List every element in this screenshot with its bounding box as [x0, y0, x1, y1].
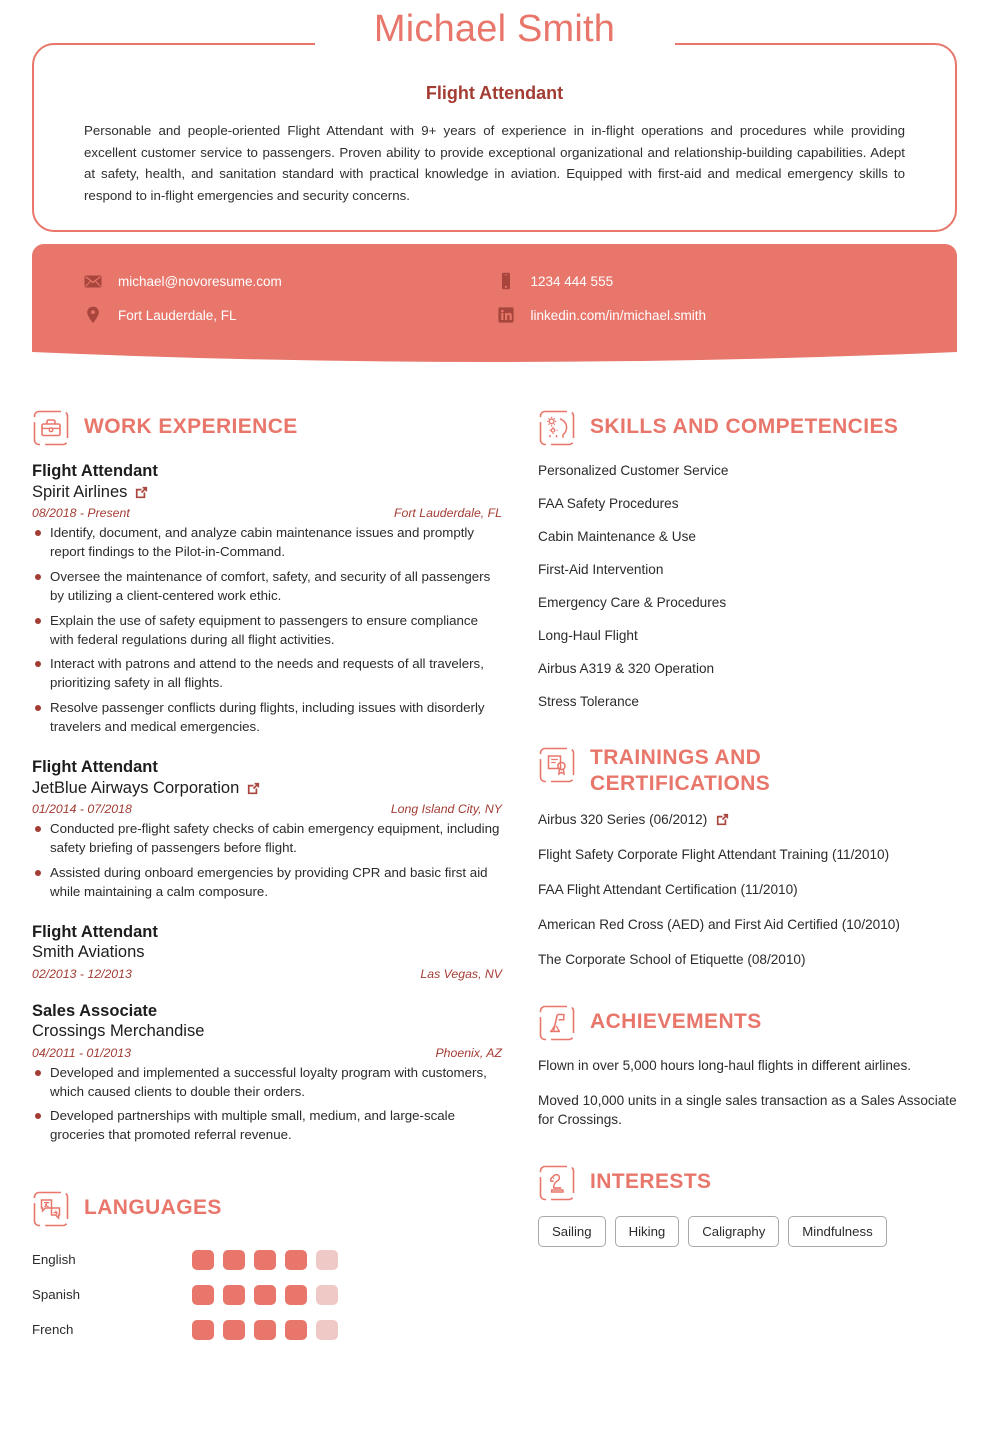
skill-item: FAA Safety Procedures [538, 496, 679, 512]
phone-icon [495, 270, 517, 292]
level-square [192, 1250, 214, 1270]
language-name: Spanish [32, 1287, 81, 1303]
section-trainings-header [538, 745, 957, 795]
translate-icon [32, 1190, 70, 1228]
section-title: LANGUAGES [84, 1196, 222, 1220]
page-title: Michael Smith [373, 8, 616, 50]
job-company [32, 942, 502, 963]
section-title: ACHIEVEMENTS [590, 1009, 762, 1033]
skills-list [538, 461, 957, 711]
section-interests-header [538, 1163, 957, 1202]
achievement-item: Moved 10,000 units in a single sales transaction as a Sales Associate for Crossings. [538, 1092, 957, 1127]
skill-item: Personalized Customer Service [538, 463, 729, 479]
section-title [590, 745, 770, 795]
external-link-icon[interactable] [134, 485, 149, 500]
flag-icon [538, 1004, 576, 1042]
language-level-meter [192, 1250, 338, 1270]
section-title: WORK EXPERIENCE [84, 415, 298, 439]
job-entry [32, 461, 502, 737]
level-square [254, 1320, 276, 1340]
job-meta [32, 1046, 502, 1060]
section-title: SKILLS AND COMPETENCIES [590, 415, 899, 439]
level-square [192, 1320, 214, 1340]
chess-knight-icon [538, 1164, 576, 1202]
job-entry [32, 757, 502, 902]
language-row [32, 1242, 502, 1277]
envelope-icon [82, 270, 104, 292]
level-square [223, 1285, 245, 1305]
contact-column-right [495, 264, 908, 332]
language-level-meter [192, 1320, 338, 1340]
contact-bar [32, 244, 957, 346]
job-company-name: Smith Aviations [32, 943, 145, 962]
section-title: INTERESTS [590, 1170, 712, 1193]
certificate-icon [538, 746, 576, 784]
job-dates: 08/2018 - Present [32, 506, 130, 521]
trainings-list [538, 810, 957, 969]
skill-item: Stress Tolerance [538, 694, 639, 710]
map-pin-icon [82, 304, 104, 326]
language-row [32, 1277, 502, 1312]
job-company [32, 778, 502, 799]
job-entry [32, 1001, 502, 1146]
job-meta [32, 967, 502, 981]
job-meta [32, 506, 502, 520]
job-location: Phoenix, AZ [435, 1045, 502, 1060]
interests-tag-list [538, 1216, 957, 1247]
job-dates: 02/2013 - 12/2013 [32, 966, 132, 981]
job-bullet: Developed partnerships with multiple small, medium, and large-scale groceries that promoted referral revenue. [32, 1107, 502, 1145]
job-bullet: Developed and implemented a successful loyalty program with customers, which caused clients to double their orders. [32, 1064, 502, 1102]
section-title-line1: TRAININGS AND [590, 746, 762, 770]
job-bullet: Identify, document, and analyze cabin maintenance issues and promptly report findings to the Pilot-in-Command. [32, 524, 502, 562]
achievement-item: Flown in over 5,000 hours long-haul flights in different airlines. [538, 1057, 912, 1073]
job-role: Flight Attendant [32, 757, 158, 776]
header-summary: Personable and people-oriented Flight Attendant with 9+ years of experience in in-flight operations and procedures while providing excellent customer service to passengers. Proven ability to provide exceptional organizational and relationship-building capabilities. Adept at safety, health, and sanitation standard with practical knowledge in aviation. Equipped with first-aid and medical emergency skills to respond to in-flight emergencies and security concerns. [84, 123, 905, 203]
training-item: American Red Cross (AED) and First Aid Certified (10/2010) [538, 916, 900, 932]
header-job-title: Flight Attendant [425, 83, 564, 103]
level-square [285, 1285, 307, 1305]
level-square [316, 1285, 338, 1305]
header-outline-box [32, 8, 957, 232]
language-name: French [32, 1322, 74, 1338]
briefcase-icon [32, 409, 70, 447]
level-square [192, 1285, 214, 1305]
achievements-list [538, 1056, 957, 1129]
job-dates: 04/2011 - 01/2013 [32, 1045, 131, 1060]
skill-item: Cabin Maintenance & Use [538, 529, 696, 545]
level-square [316, 1320, 338, 1340]
job-company [32, 1021, 502, 1042]
linkedin-icon [495, 304, 517, 326]
section-achievements-header [538, 1003, 957, 1042]
contact-location-text: Fort Lauderdale, FL [118, 307, 237, 323]
job-bullets [32, 1064, 502, 1146]
contact-linkedin-text: linkedin.com/in/michael.smith [530, 307, 707, 323]
job-company-name: Spirit Airlines [32, 482, 128, 501]
job-bullet: Assisted during onboard emergencies by providing CPR and basic first aid while maintaining a calm composure. [32, 864, 502, 902]
language-level-meter [192, 1285, 338, 1305]
external-link-icon[interactable] [715, 812, 730, 827]
work-experience-list [32, 461, 502, 1145]
language-name: English [32, 1252, 76, 1268]
contact-phone-text: 1234 444 555 [530, 273, 614, 289]
job-bullet: Resolve passenger conflicts during flights, including issues with disorderly travelers and medical emergencies. [32, 699, 502, 737]
job-meta [32, 802, 502, 816]
job-role: Flight Attendant [32, 462, 158, 481]
contact-bar-bottom-curve [32, 346, 957, 372]
section-languages-header [32, 1189, 502, 1228]
level-square [285, 1250, 307, 1270]
contact-column-left [82, 264, 495, 332]
job-role: Sales Associate [32, 1001, 158, 1020]
language-row [32, 1312, 502, 1347]
job-role: Flight Attendant [32, 922, 158, 941]
external-link-icon[interactable] [246, 781, 261, 796]
job-dates: 01/2014 - 07/2018 [32, 802, 132, 816]
resume-body [0, 372, 989, 1347]
training-text: Airbus 320 Series (06/2012) [538, 811, 708, 827]
contact-phone [495, 264, 908, 298]
head-gears-icon [538, 409, 576, 447]
skill-item: Airbus A319 & 320 Operation [538, 661, 715, 677]
level-square [254, 1250, 276, 1270]
resume-header [0, 8, 989, 232]
skill-item: First-Aid Intervention [538, 562, 664, 578]
interest-tag[interactable]: Caligraphy [688, 1216, 779, 1247]
left-column [32, 408, 502, 1347]
interest-tag[interactable]: Mindfulness [788, 1216, 886, 1247]
skill-item: Long-Haul Flight [538, 628, 638, 644]
job-bullet: Explain the use of safety equipment to passengers to ensure compliance with federal regulations during all flight activities. [32, 612, 502, 650]
job-company-name: Crossings Merchandise [32, 1022, 205, 1041]
job-location: Las Vegas, NV [420, 966, 502, 981]
training-item: The Corporate School of Etiquette (08/2010) [538, 951, 806, 967]
level-square [223, 1320, 245, 1340]
level-square [254, 1285, 276, 1305]
languages-list [32, 1242, 502, 1347]
job-bullet: Interact with patrons and attend to the needs and requests of all travelers, prioritizing safety in all flights. [32, 655, 502, 693]
right-column [538, 408, 957, 1347]
level-square [316, 1250, 338, 1270]
level-square [285, 1320, 307, 1340]
contact-email[interactable] [82, 264, 495, 298]
job-location: Long Island City, NY [390, 802, 502, 816]
job-bullets [32, 820, 502, 902]
level-square [223, 1250, 245, 1270]
job-bullet: Conducted pre-flight safety checks of cabin emergency equipment, including safety briefing of passengers before flight. [32, 820, 502, 858]
contact-linkedin[interactable] [495, 298, 908, 332]
job-company [32, 482, 502, 503]
job-location: Fort Lauderdale, FL [393, 506, 502, 521]
skill-item: Emergency Care & Procedures [538, 595, 727, 611]
training-item [538, 810, 957, 829]
job-bullet: Oversee the maintenance of comfort, safety, and security of all passengers by utilizing a client-centered work ethic. [32, 568, 502, 606]
contact-email-text: michael@novoresume.com [118, 273, 282, 289]
training-item: FAA Flight Attendant Certification (11/2010) [538, 881, 798, 897]
interest-tag[interactable]: Sailing [538, 1216, 606, 1247]
contact-location [82, 298, 495, 332]
job-bullets [32, 524, 502, 737]
job-company-name: JetBlue Airways Corporation [32, 778, 240, 797]
training-item: Flight Safety Corporate Flight Attendant Training (11/2010) [538, 846, 890, 862]
section-skills-header [538, 408, 957, 447]
job-entry [32, 922, 502, 981]
interest-tag[interactable]: Hiking [615, 1216, 680, 1247]
section-work-experience-header [32, 408, 502, 447]
section-title-line2: CERTIFICATIONS [590, 771, 771, 795]
